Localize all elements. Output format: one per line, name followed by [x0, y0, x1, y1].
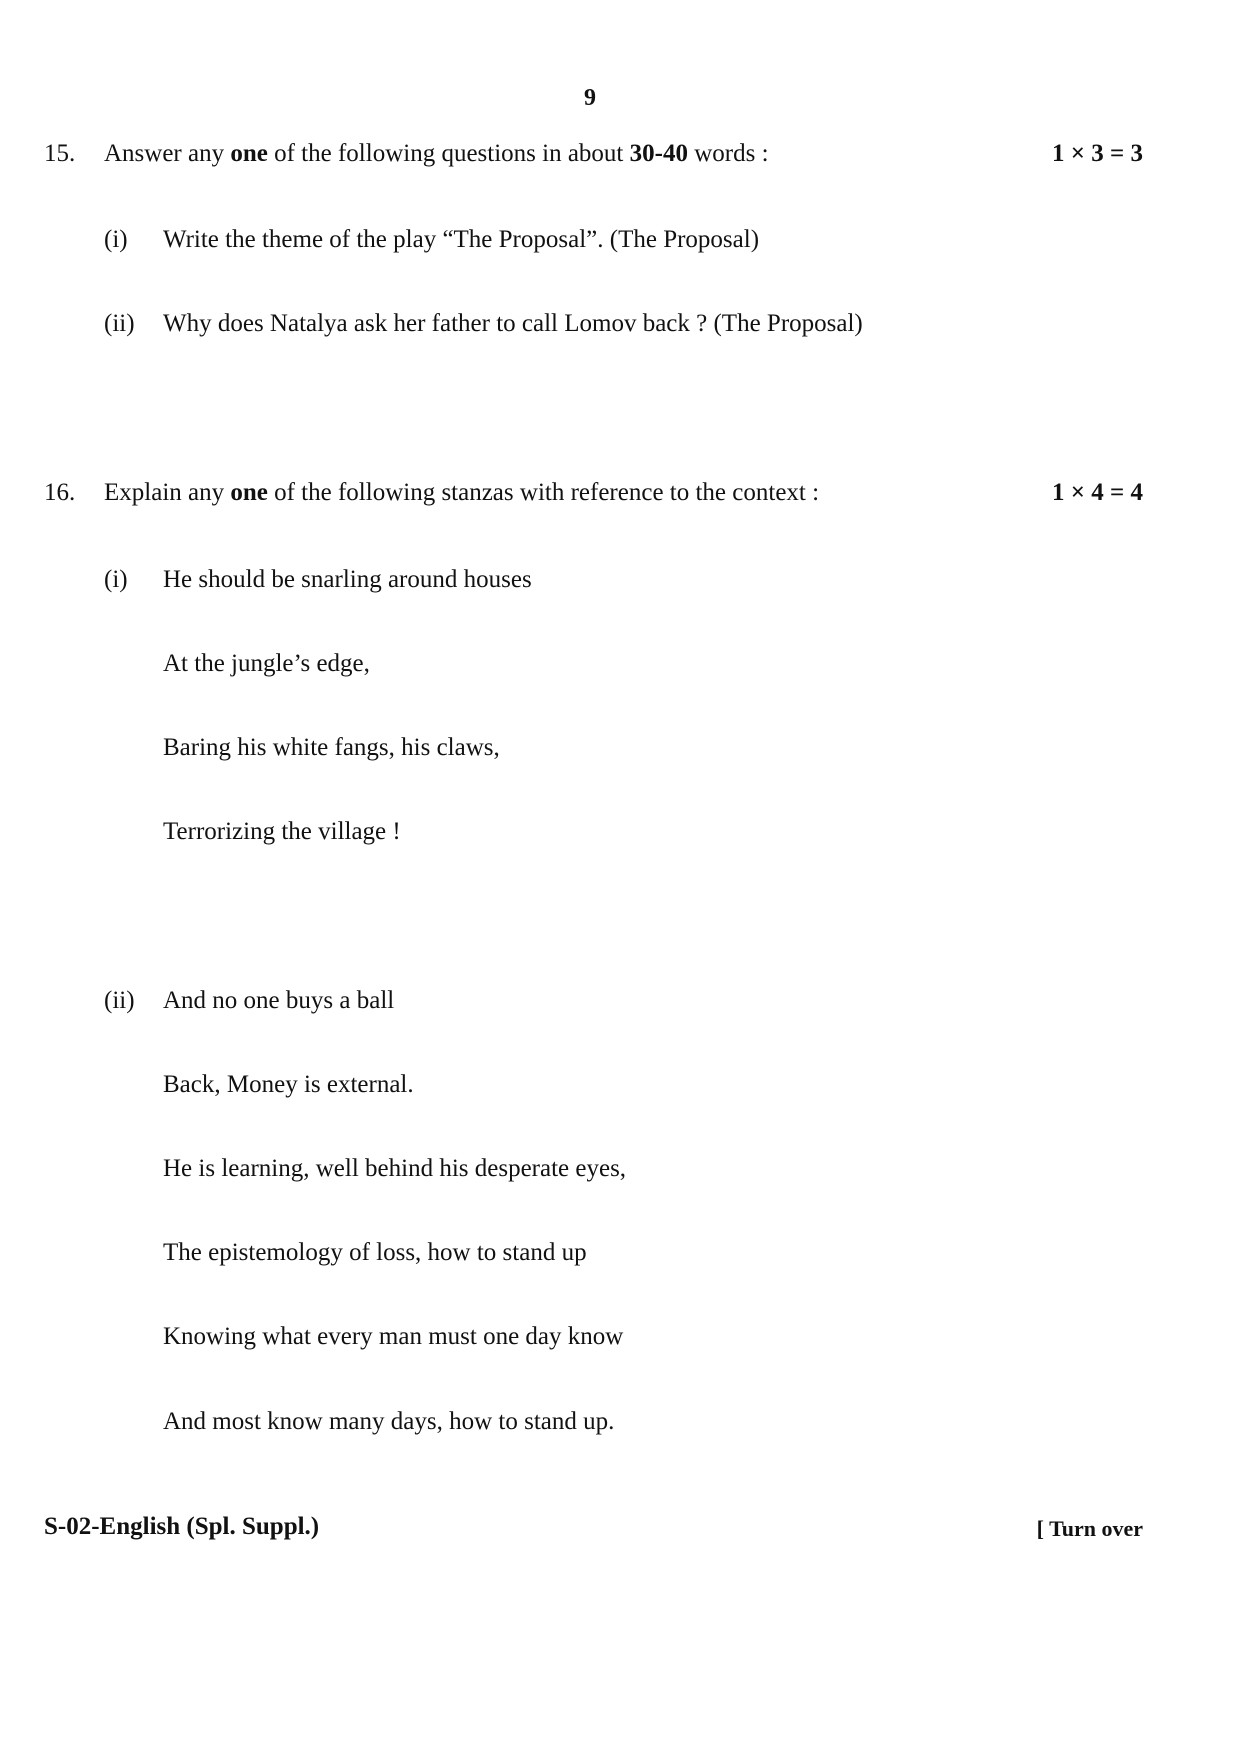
stanza-i-line: At the jungle’s edge, — [163, 650, 370, 677]
question-15-sub-ii-label: (ii) — [104, 310, 135, 337]
paper-code: S-02-English (Spl. Suppl.) — [44, 1513, 320, 1540]
stanza-ii-line: Back, Money is external. — [163, 1071, 414, 1098]
question-15-text-post: words : — [687, 140, 769, 167]
question-16-text-pre: Explain any — [104, 479, 231, 506]
page-number: 9 — [584, 85, 596, 111]
stanza-i-line: Baring his white fangs, his claws, — [163, 734, 500, 761]
question-16-text-post: of the following stanzas with reference to the context : — [267, 479, 820, 506]
question-15-emph-one: one — [230, 140, 268, 167]
question-15-word-count: 30-40 — [629, 140, 688, 167]
question-16-text — [104, 480, 819, 505]
stanza-i-label: (i) — [104, 566, 128, 593]
question-16-emph-one: one — [230, 479, 268, 506]
question-15-text-mid: of the following questions in about — [267, 140, 630, 167]
question-15-text — [104, 141, 769, 166]
question-15-sub-i-label: (i) — [104, 226, 128, 253]
question-15-number: 15. — [44, 140, 76, 167]
stanza-ii-line: Knowing what every man must one day know — [163, 1323, 624, 1350]
question-16-number: 16. — [44, 479, 76, 506]
question-15-text-pre: Answer any — [104, 140, 231, 167]
stanza-ii-label: (ii) — [104, 987, 135, 1014]
stanza-ii-line: And no one buys a ball — [163, 987, 395, 1014]
stanza-ii-line: The epistemology of loss, how to stand up — [163, 1239, 587, 1266]
turn-over-note: [ Turn over — [1036, 1516, 1143, 1541]
stanza-i-line: Terrorizing the village ! — [163, 818, 401, 845]
question-15-sub-i-text: Write the theme of the play “The Proposal”. (The Proposal) — [163, 226, 760, 253]
stanza-i-line: He should be snarling around houses — [163, 566, 532, 593]
stanza-ii-line: And most know many days, how to stand up. — [163, 1408, 615, 1435]
question-16-marks: 1 × 4 = 4 — [1052, 479, 1143, 506]
stanza-ii-line: He is learning, well behind his desperate eyes, — [163, 1155, 627, 1182]
question-15-marks: 1 × 3 = 3 — [1052, 140, 1143, 167]
question-15-sub-ii-text: Why does Natalya ask her father to call Lomov back ? (The Proposal) — [163, 310, 863, 337]
